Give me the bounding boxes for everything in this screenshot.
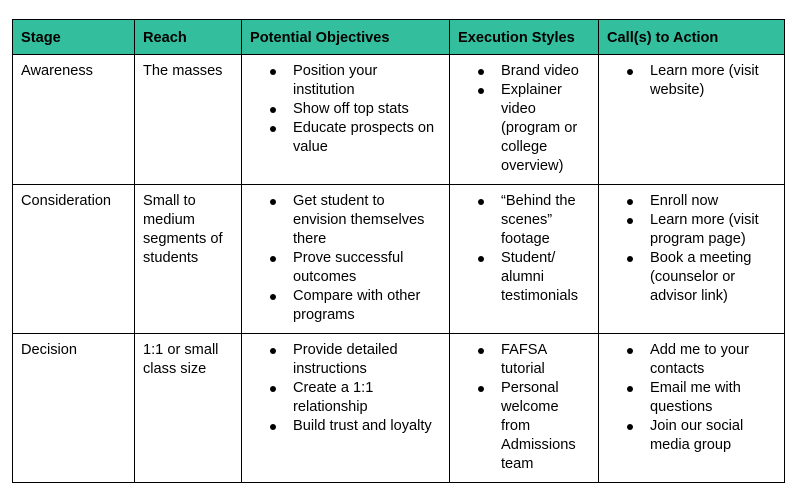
list-item: Learn more (visit program page): [607, 211, 776, 249]
list-item: Prove successful outcomes: [250, 249, 441, 287]
list-item: Explainer video (program or college overview): [458, 81, 590, 176]
execution-cell: [450, 55, 599, 185]
list-item: Create a 1:1 relationship: [250, 379, 441, 417]
stage-cell: [13, 55, 135, 185]
list-item: Join our social media group: [607, 417, 776, 455]
execution-list: [458, 192, 590, 306]
stage-label: Consideration: [21, 193, 112, 209]
funnel-table: [12, 19, 785, 483]
list-item: Provide detailed instructions: [250, 341, 441, 379]
stage-label: Decision: [21, 342, 77, 358]
objectives-cell: [242, 185, 450, 334]
list-item: Add me to your contacts: [607, 341, 776, 379]
list-item: Show off top stats: [250, 100, 441, 119]
header-calls-to-action: Call(s) to Action: [599, 20, 785, 55]
list-item: Build trust and loyalty: [250, 417, 441, 436]
list-item: Compare with other programs: [250, 287, 441, 325]
reach-cell: [135, 334, 242, 483]
cta-cell: [599, 334, 785, 483]
objectives-list: [250, 62, 441, 157]
list-item: Position your institution: [250, 62, 441, 100]
reach-cell: [135, 55, 242, 185]
reach-label: 1:1 or small class size: [143, 342, 219, 377]
list-item: Get student to envision themselves there: [250, 192, 441, 249]
reach-label: Small to medium segments of students: [143, 193, 223, 266]
cta-cell: [599, 55, 785, 185]
reach-cell: [135, 185, 242, 334]
objectives-list: [250, 341, 441, 436]
list-item: “Behind the scenes” footage: [458, 192, 590, 249]
header-row: [13, 20, 785, 55]
execution-list: [458, 341, 590, 474]
header-stage: Stage: [13, 20, 135, 55]
header-potential-objectives: Potential Objectives: [242, 20, 450, 55]
execution-list: [458, 62, 590, 176]
objectives-list: [250, 192, 441, 325]
objectives-cell: [242, 55, 450, 185]
list-item: Personal welcome from Admissions team: [458, 379, 590, 474]
cta-cell: [599, 185, 785, 334]
reach-label: The masses: [143, 63, 223, 79]
list-item: Learn more (visit website): [607, 62, 776, 100]
header-reach: Reach: [135, 20, 242, 55]
list-item: Book a meeting (counselor or advisor link): [607, 249, 776, 306]
header-execution-styles: Execution Styles: [450, 20, 599, 55]
list-item: Email me with questions: [607, 379, 776, 417]
list-item: Enroll now: [607, 192, 776, 211]
list-item: FAFSA tutorial: [458, 341, 590, 379]
table-row: [13, 185, 785, 334]
stage-cell: [13, 185, 135, 334]
stage-cell: [13, 334, 135, 483]
objectives-cell: [242, 334, 450, 483]
list-item: Student/ alumni testimonials: [458, 249, 590, 306]
cta-list: [607, 341, 776, 455]
execution-cell: [450, 334, 599, 483]
cta-list: [607, 192, 776, 306]
execution-cell: [450, 185, 599, 334]
table-row: [13, 334, 785, 483]
stage-label: Awareness: [21, 63, 93, 79]
list-item: Educate prospects on value: [250, 119, 441, 157]
cta-list: [607, 62, 776, 100]
table-row: [13, 55, 785, 185]
list-item: Brand video: [458, 62, 590, 81]
